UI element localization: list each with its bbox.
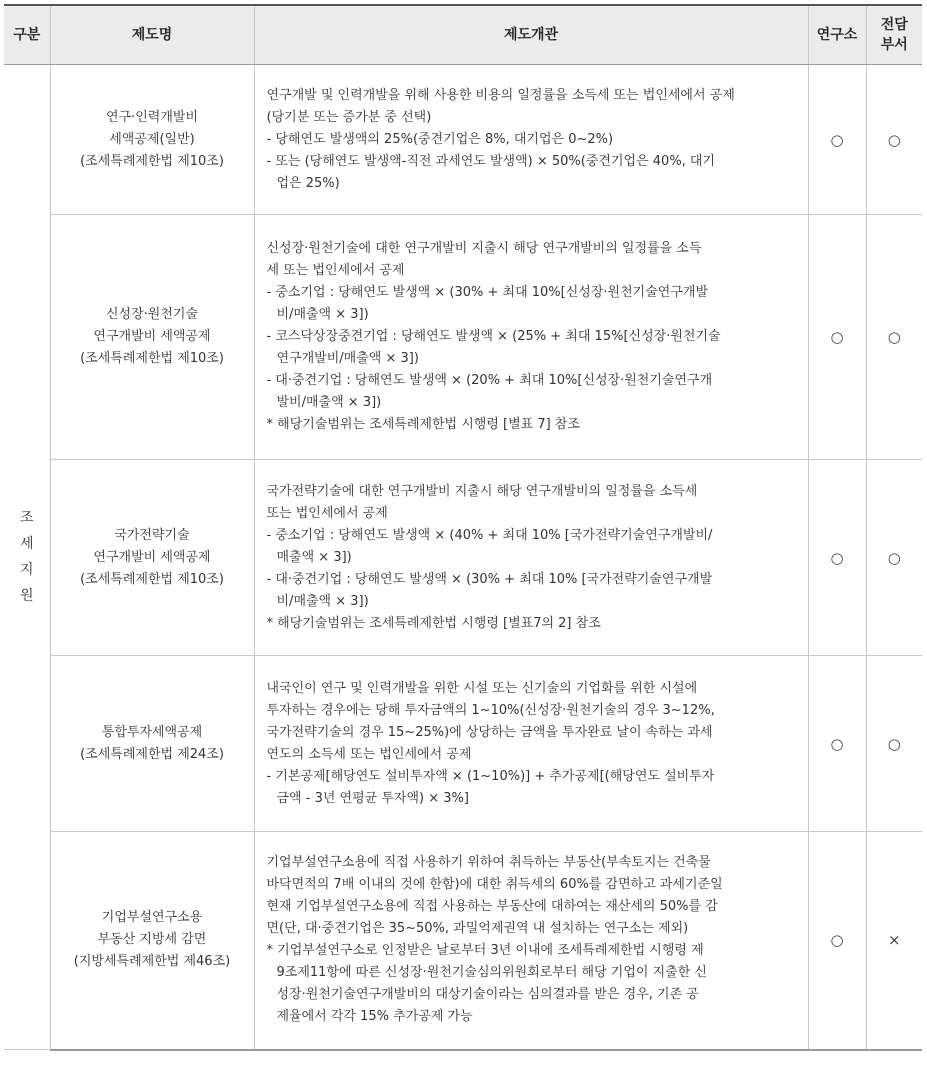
- program-name-cell: [50, 656, 254, 832]
- program-name-line: 기업부설연구소용: [101, 910, 203, 926]
- program-name-line: 부동산 지방세 감면: [97, 932, 207, 948]
- dept-mark: ○: [866, 215, 922, 460]
- overview-line: 세 또는 법인세에서 공제: [266, 263, 405, 278]
- overview-line: 발비/매출액 × 3]): [276, 395, 382, 410]
- overview-line: 투자하는 경우에는 당해 투자금액의 1~10%(신성장·원천기술의 경우 3~12%,: [266, 702, 715, 718]
- overview-line: 국가전략기술에 대한 연구개발비 지출시 해당 연구개발비의 일정률을 소득세: [266, 483, 698, 499]
- category-char: 지: [19, 562, 34, 578]
- overview-line: - 기본공제[해당연도 설비투자액 × (1~10%)] + 추가공제[(해당연도 설비투자: [266, 768, 715, 784]
- dept-mark: ○: [866, 460, 922, 656]
- overview-line: 금액 - 3년 연평균 투자액) × 3%]: [276, 790, 469, 806]
- program-name-line: 신성장·원천기술: [105, 307, 199, 322]
- header-dept-line2: 부서: [880, 37, 908, 53]
- program-name-line: (지방세특례제한법 제46조): [73, 954, 231, 970]
- program-name-line: (조세특례제한법 제24조): [80, 746, 224, 762]
- overview-line: - 중소기업 : 당해연도 발생액 × (40% + 최대 10% [국가전략기술연구개발비/: [266, 527, 713, 543]
- overview-line: (당기분 또는 증가분 중 선택): [266, 109, 432, 125]
- table-row: [4, 215, 922, 460]
- table-row: [4, 65, 922, 215]
- overview-line: 비/매출액 × 3]): [276, 307, 369, 322]
- lab-mark: ○: [808, 460, 866, 656]
- program-name-line: 연구개발비 세액공제: [93, 329, 211, 344]
- overview-line: * 해당기술범위는 조세특례제한법 시행령 [별표 7] 참조: [266, 417, 580, 432]
- program-name-line: (조세특례제한법 제10조): [80, 351, 224, 366]
- program-name-line: (조세특례제한법 제10조): [80, 571, 224, 587]
- program-name-line: 연구·인력개발비: [105, 109, 199, 125]
- table-row: [4, 460, 922, 656]
- program-name-line: 통합투자세액공제: [101, 724, 203, 740]
- overview-line: - 중소기업 : 당해연도 발생액 × (30% + 최대 10%[신성장·원천기술연구개발: [266, 285, 709, 300]
- overview-line: 제율에서 각각 15% 추가공제 가능: [276, 1009, 473, 1025]
- program-name-line: 연구개발비 세액공제: [93, 549, 211, 565]
- overview-cell: [254, 460, 808, 656]
- overview-line: 바닥면적의 7배 이내의 것에 한함)에 대한 취득세의 60%를 감면하고 과세기준일: [266, 877, 723, 893]
- dept-mark: ×: [866, 832, 922, 1050]
- overview-line: 국가전략기술의 경우 15~25%)에 상당하는 금액을 투자완료 날이 속하는 과세: [266, 724, 713, 740]
- header-category: 구분: [4, 5, 50, 65]
- program-name-cell: [50, 65, 254, 215]
- overview-line: 연구개발 및 인력개발을 위해 사용한 비용의 일정률을 소득세 또는 법인세에서 공제: [266, 87, 735, 103]
- overview-line: - 대·중견기업 : 당해연도 발생액 × (20% + 최대 10%[신성장·원천기술연구개: [266, 373, 713, 388]
- overview-line: - 또는 (당해연도 발생액-직전 과세연도 발생액) × 50%(중견기업은 40%, 대기: [266, 153, 716, 169]
- category-cell: [4, 65, 50, 1050]
- lab-mark: ○: [808, 832, 866, 1050]
- dept-mark: ○: [866, 656, 922, 832]
- category-char: 원: [19, 588, 34, 604]
- overview-line: 현재 기업부설연구소용에 직접 사용하는 부동산에 대하여는 재산세의 50%를 감: [266, 899, 718, 915]
- overview-line: * 기업부설연구소로 인정받은 날로부터 3년 이내에 조세특례제한법 시행령 제: [266, 943, 704, 959]
- overview-line: 연도의 소득세 또는 법인세에서 공제: [266, 746, 472, 762]
- overview-cell: [254, 656, 808, 832]
- lab-mark: ○: [808, 65, 866, 215]
- overview-line: - 대·중견기업 : 당해연도 발생액 × (30% + 최대 10% [국가전략기술연구개발: [266, 571, 713, 587]
- overview-line: 또는 법인세에서 공제: [266, 505, 388, 521]
- overview-line: 매출액 × 3]): [276, 549, 352, 565]
- overview-cell: [254, 65, 808, 215]
- overview-line: 내국인이 연구 및 인력개발을 위한 시설 또는 신기술의 기업화를 위한 시설에: [266, 680, 698, 696]
- category-char: 세: [19, 536, 34, 552]
- overview-line: 기업부설연구소용에 직접 사용하기 위하여 취득하는 부동산(부속토지는 건축물: [266, 855, 711, 871]
- header-dept-line1: 전담: [880, 17, 908, 33]
- header-dept: [866, 5, 922, 65]
- header-overview: 제도개관: [254, 5, 808, 65]
- lab-mark: ○: [808, 215, 866, 460]
- overview-cell: [254, 215, 808, 460]
- overview-line: 업은 25%): [276, 175, 340, 191]
- overview-line: 비/매출액 × 3]): [276, 593, 369, 609]
- program-name-cell: [50, 832, 254, 1050]
- program-name-cell: [50, 460, 254, 656]
- overview-line: 9조제11항에 따른 신성장·원천기술심의위원회로부터 해당 기업이 지출한 신: [276, 965, 707, 981]
- table-row: [4, 656, 922, 832]
- category-char: 조: [19, 510, 34, 526]
- header-lab: 연구소: [808, 5, 866, 65]
- table-row: [4, 832, 922, 1050]
- tax-support-table: [4, 4, 922, 1051]
- program-name-line: 국가전략기술: [114, 527, 190, 543]
- lab-mark: ○: [808, 656, 866, 832]
- overview-line: 연구개발비/매출액 × 3]): [276, 351, 419, 366]
- overview-line: - 당해연도 발생액의 25%(중견기업은 8%, 대기업은 0~2%): [266, 131, 614, 147]
- overview-line: 면(단, 대·중견기업은 35~50%, 과밀억제권역 내 설치하는 연구소는 제외): [266, 921, 689, 937]
- header-program-name: 제도명: [50, 5, 254, 65]
- overview-line: * 해당기술범위는 조세특례제한법 시행령 [별표7의 2] 참조: [266, 615, 601, 631]
- table-header-row: [4, 5, 922, 65]
- dept-mark: ○: [866, 65, 922, 215]
- program-name-line: 세액공제(일반): [109, 131, 195, 147]
- overview-line: - 코스닥상장중견기업 : 당해연도 발생액 × (25% + 최대 15%[신성장·원천기술: [266, 329, 721, 344]
- program-name-cell: [50, 215, 254, 460]
- overview-line: 성장·원천기술연구개발비의 대상기술이라는 심의결과를 받은 경우, 기존 공: [276, 987, 699, 1003]
- program-name-line: (조세특례제한법 제10조): [80, 153, 224, 169]
- overview-cell: [254, 832, 808, 1050]
- overview-line: 신성장·원천기술에 대한 연구개발비 지출시 해당 연구개발비의 일정률을 소득: [266, 241, 702, 256]
